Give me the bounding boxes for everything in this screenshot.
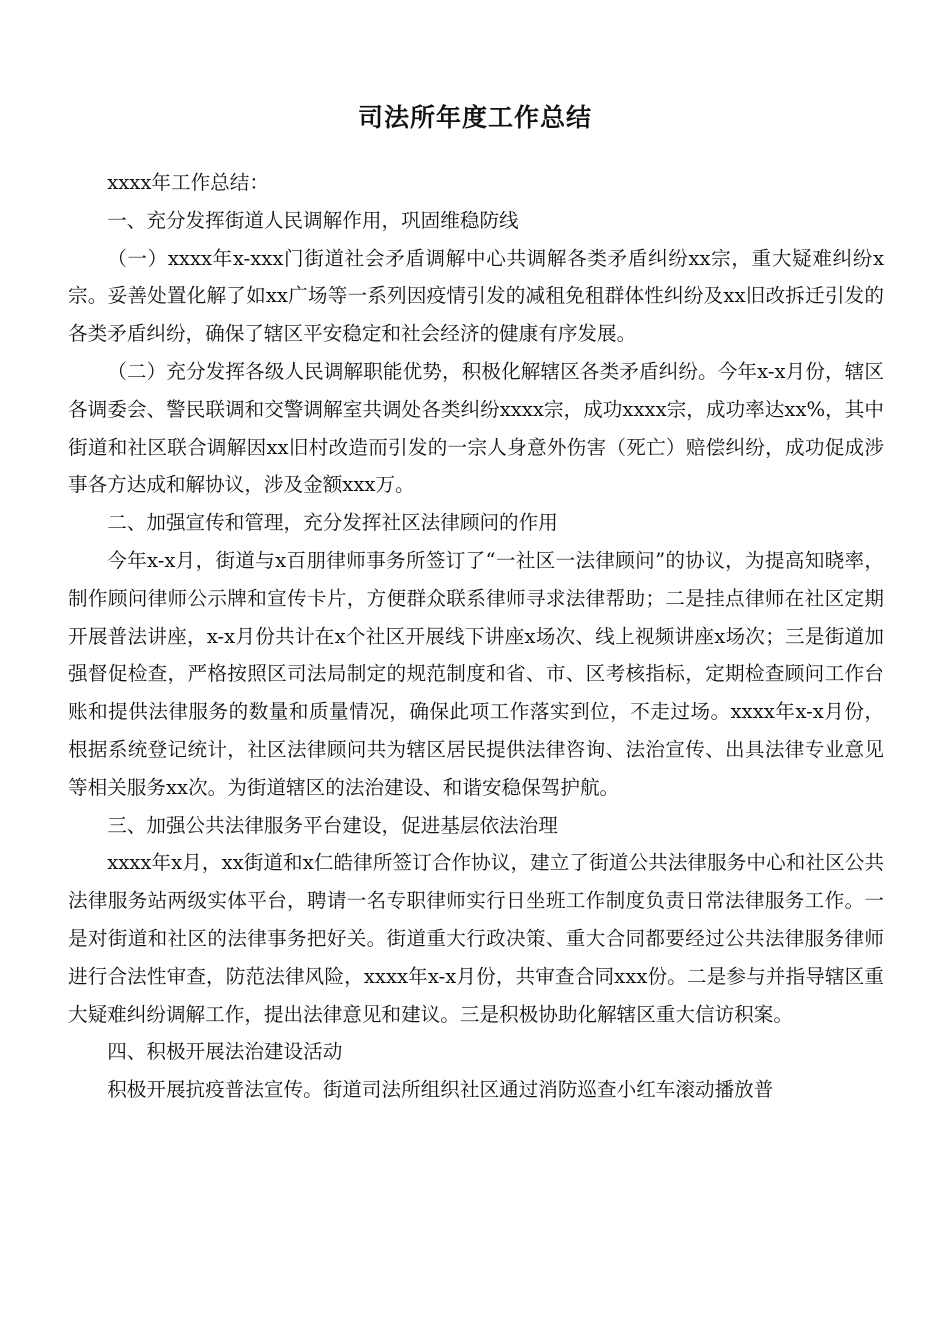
section-heading-2: 二、加强宣传和管理，充分发挥社区法律顾问的作用 — [107, 511, 558, 535]
paragraph-summary-heading: xxxx年工作总结： — [107, 171, 269, 194]
paragraph: 今年x-x月，街道与x百朋律师事务所签订了“一社区一法律顾问”的协议，为提高知晓率，制作顾问律师公示牌和宣传卡片，方便群众联系律师寻求法律帮助；二是挂点律师在社区定期开展普法讲座，x-x月份共计在x个社区开展线下讲座x场次、线上视频讲座x场次；三是街道加强督促检查，严格按照区司法局制定的规范制度和省、市、区考核指标，定期检查顾问工作台账和提供法律服务的数量和质量情况，确保此项工作落实到位，不走过场。xxxx年x-x月份，根据系统登记统计，社区法律顾问共为辖区居民提供法律咨询、法治宣传、出具法律专业意见等相关服务xx次。为街道辖区的法治建设、和谐安稳保驾护航。 — [68, 548, 884, 799]
paragraph: （一）xxxx年x-xxx门街道社会矛盾调解中心共调解各类矛盾纠纷xx宗，重大疑难纠纷x宗。妥善处置化解了如xx广场等一系列因疫情引发的减租免租群体性纠纷及xx旧改拆迁引发的各类矛盾纠纷，确保了辖区平安稳定和社会经济的健康有序发展。 — [68, 246, 884, 346]
paragraph: 积极开展抗疫普法宣传。街道司法所组织社区通过消防巡查小红车滚动播放普 — [107, 1078, 774, 1102]
paragraph: （二）充分发挥各级人民调解职能优势，积极化解辖区各类矛盾纠纷。今年x-x月份，辖区各调委会、警民联调和交警调解室共调处各类纠纷xxxx宗，成功xxxx宗，成功率达xx%，其中街道和社区联合调解因xx旧村改造而引发的一宗人身意外伤害（死亡）赔偿纠纷，成功促成涉事各方达成和解协议，涉及金额xxx万。 — [68, 359, 884, 497]
paragraph: xxxx年x月，xx街道和x仁皓律所签订合作协议，建立了街道公共法律服务中心和社区公共法律服务站两级实体平台，聘请一名专职律师实行日坐班工作制度负责日常法律服务工作。一是对街道和社区的法律事务把好关。街道重大行政决策、重大合同都要经过公共法律服务律师进行合法性审查，防范法律风险，xxxx年x-x月份，共审查合同xxx份。二是参与并指导辖区重大疑难纠纷调解工作，提出法律意见和建议。三是积极协助化解辖区重大信访积案。 — [68, 851, 884, 1026]
section-heading-1: 一、充分发挥街道人民调解作用，巩固维稳防线 — [107, 208, 519, 232]
section-heading-4: 四、积极开展法治建设活动 — [107, 1040, 343, 1064]
document-title: 司法所年度工作总结 — [357, 103, 592, 132]
section-heading-3: 三、加强公共法律服务平台建设，促进基层依法治理 — [107, 813, 558, 837]
document-body — [68, 164, 884, 1109]
